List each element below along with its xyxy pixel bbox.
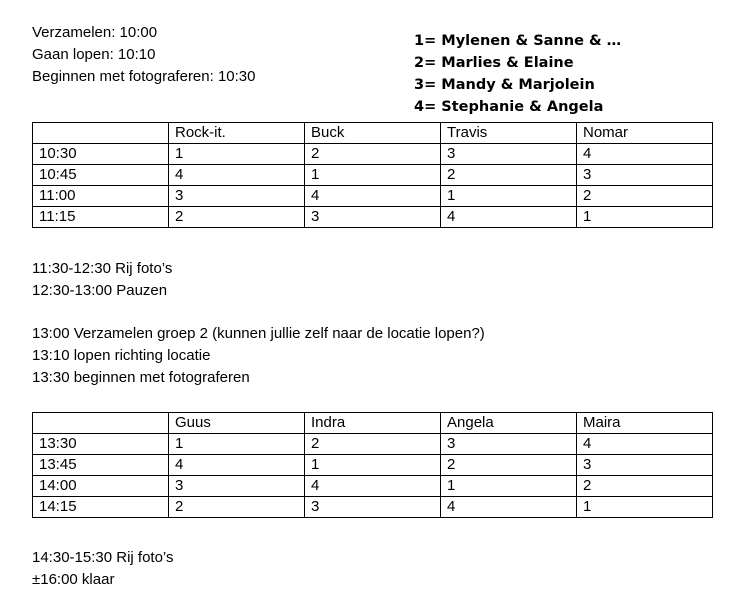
table-cell: 2 — [577, 476, 713, 497]
table-cell: 13:45 — [33, 455, 169, 476]
break-time: 12:30-13:00 Pauzen — [32, 282, 168, 299]
finish-time: ±16:00 klaar — [32, 571, 115, 588]
table-header-cell: Indra — [305, 413, 441, 434]
table-header-cell: Maira — [577, 413, 713, 434]
table-cell: 2 — [441, 165, 577, 186]
table-row — [33, 144, 713, 165]
table-cell: 4 — [441, 207, 577, 228]
table-cell: 3 — [305, 497, 441, 518]
table-header-cell — [33, 123, 169, 144]
table-row — [33, 434, 713, 455]
table-cell: 3 — [577, 455, 713, 476]
group-list — [414, 30, 621, 118]
table-cell: 1 — [577, 497, 713, 518]
table-cell: 1 — [441, 476, 577, 497]
table-cell: 4 — [169, 165, 305, 186]
table-header-cell: Travis — [441, 123, 577, 144]
table-row — [33, 497, 713, 518]
group-item-1: 1= Mylenen & Sanne & … — [414, 33, 622, 49]
walk-to-location: 13:10 lopen richting locatie — [32, 347, 211, 364]
table-row — [33, 165, 713, 186]
table-cell: 11:15 — [33, 207, 169, 228]
group-item-3: 3= Mandy & Marjolein — [414, 77, 595, 93]
table-cell: 2 — [305, 434, 441, 455]
table-cell: 4 — [577, 144, 713, 165]
table-cell: 4 — [577, 434, 713, 455]
table-header-row — [33, 413, 713, 434]
table-cell: 3 — [169, 476, 305, 497]
intro-start-photo-time: Beginnen met fotograferen: 10:30 — [32, 68, 256, 85]
group-item-2: 2= Marlies & Elaine — [414, 55, 574, 71]
row-photo-time-1: 11:30-12:30 Rij foto’s — [32, 260, 173, 277]
group-item-4: 4= Stephanie & Angela — [414, 99, 604, 115]
table-cell: 1 — [169, 434, 305, 455]
table-header-cell: Buck — [305, 123, 441, 144]
table-header-row — [33, 123, 713, 144]
table-header-cell — [33, 413, 169, 434]
table-cell: 4 — [305, 186, 441, 207]
table-cell: 11:00 — [33, 186, 169, 207]
table-cell: 1 — [305, 165, 441, 186]
schedule-table-morning — [32, 122, 713, 228]
table-header-cell: Nomar — [577, 123, 713, 144]
table-header-cell: Guus — [169, 413, 305, 434]
table-cell: 3 — [441, 434, 577, 455]
table-cell: 3 — [305, 207, 441, 228]
table-row — [33, 186, 713, 207]
table-cell: 14:00 — [33, 476, 169, 497]
row-photo-time-2: 14:30-15:30 Rij foto’s — [32, 549, 174, 566]
gather-group-2: 13:00 Verzamelen groep 2 (kunnen jullie zelf naar de locatie lopen?) — [32, 325, 485, 342]
table-cell: 1 — [441, 186, 577, 207]
table-cell: 4 — [441, 497, 577, 518]
table-cell: 3 — [441, 144, 577, 165]
table-cell: 1 — [169, 144, 305, 165]
table-cell: 2 — [577, 186, 713, 207]
intro-walk-time: Gaan lopen: 10:10 — [32, 46, 156, 63]
table-cell: 2 — [169, 497, 305, 518]
table-cell: 4 — [305, 476, 441, 497]
table-row — [33, 207, 713, 228]
table-cell: 3 — [577, 165, 713, 186]
table-cell: 14:15 — [33, 497, 169, 518]
table-cell: 2 — [169, 207, 305, 228]
table-cell: 4 — [169, 455, 305, 476]
table-header-cell: Rock-it. — [169, 123, 305, 144]
table-cell: 13:30 — [33, 434, 169, 455]
table-cell: 2 — [305, 144, 441, 165]
intro-gather-time: Verzamelen: 10:00 — [32, 24, 158, 41]
table-cell: 10:45 — [33, 165, 169, 186]
schedule-table-afternoon — [32, 412, 713, 518]
table-header-cell: Angela — [441, 413, 577, 434]
table-cell: 3 — [169, 186, 305, 207]
table-cell: 1 — [305, 455, 441, 476]
start-photo-afternoon: 13:30 beginnen met fotograferen — [32, 369, 250, 386]
table-row — [33, 476, 713, 497]
table-cell: 2 — [441, 455, 577, 476]
table-row — [33, 455, 713, 476]
table-cell: 10:30 — [33, 144, 169, 165]
table-cell: 1 — [577, 207, 713, 228]
